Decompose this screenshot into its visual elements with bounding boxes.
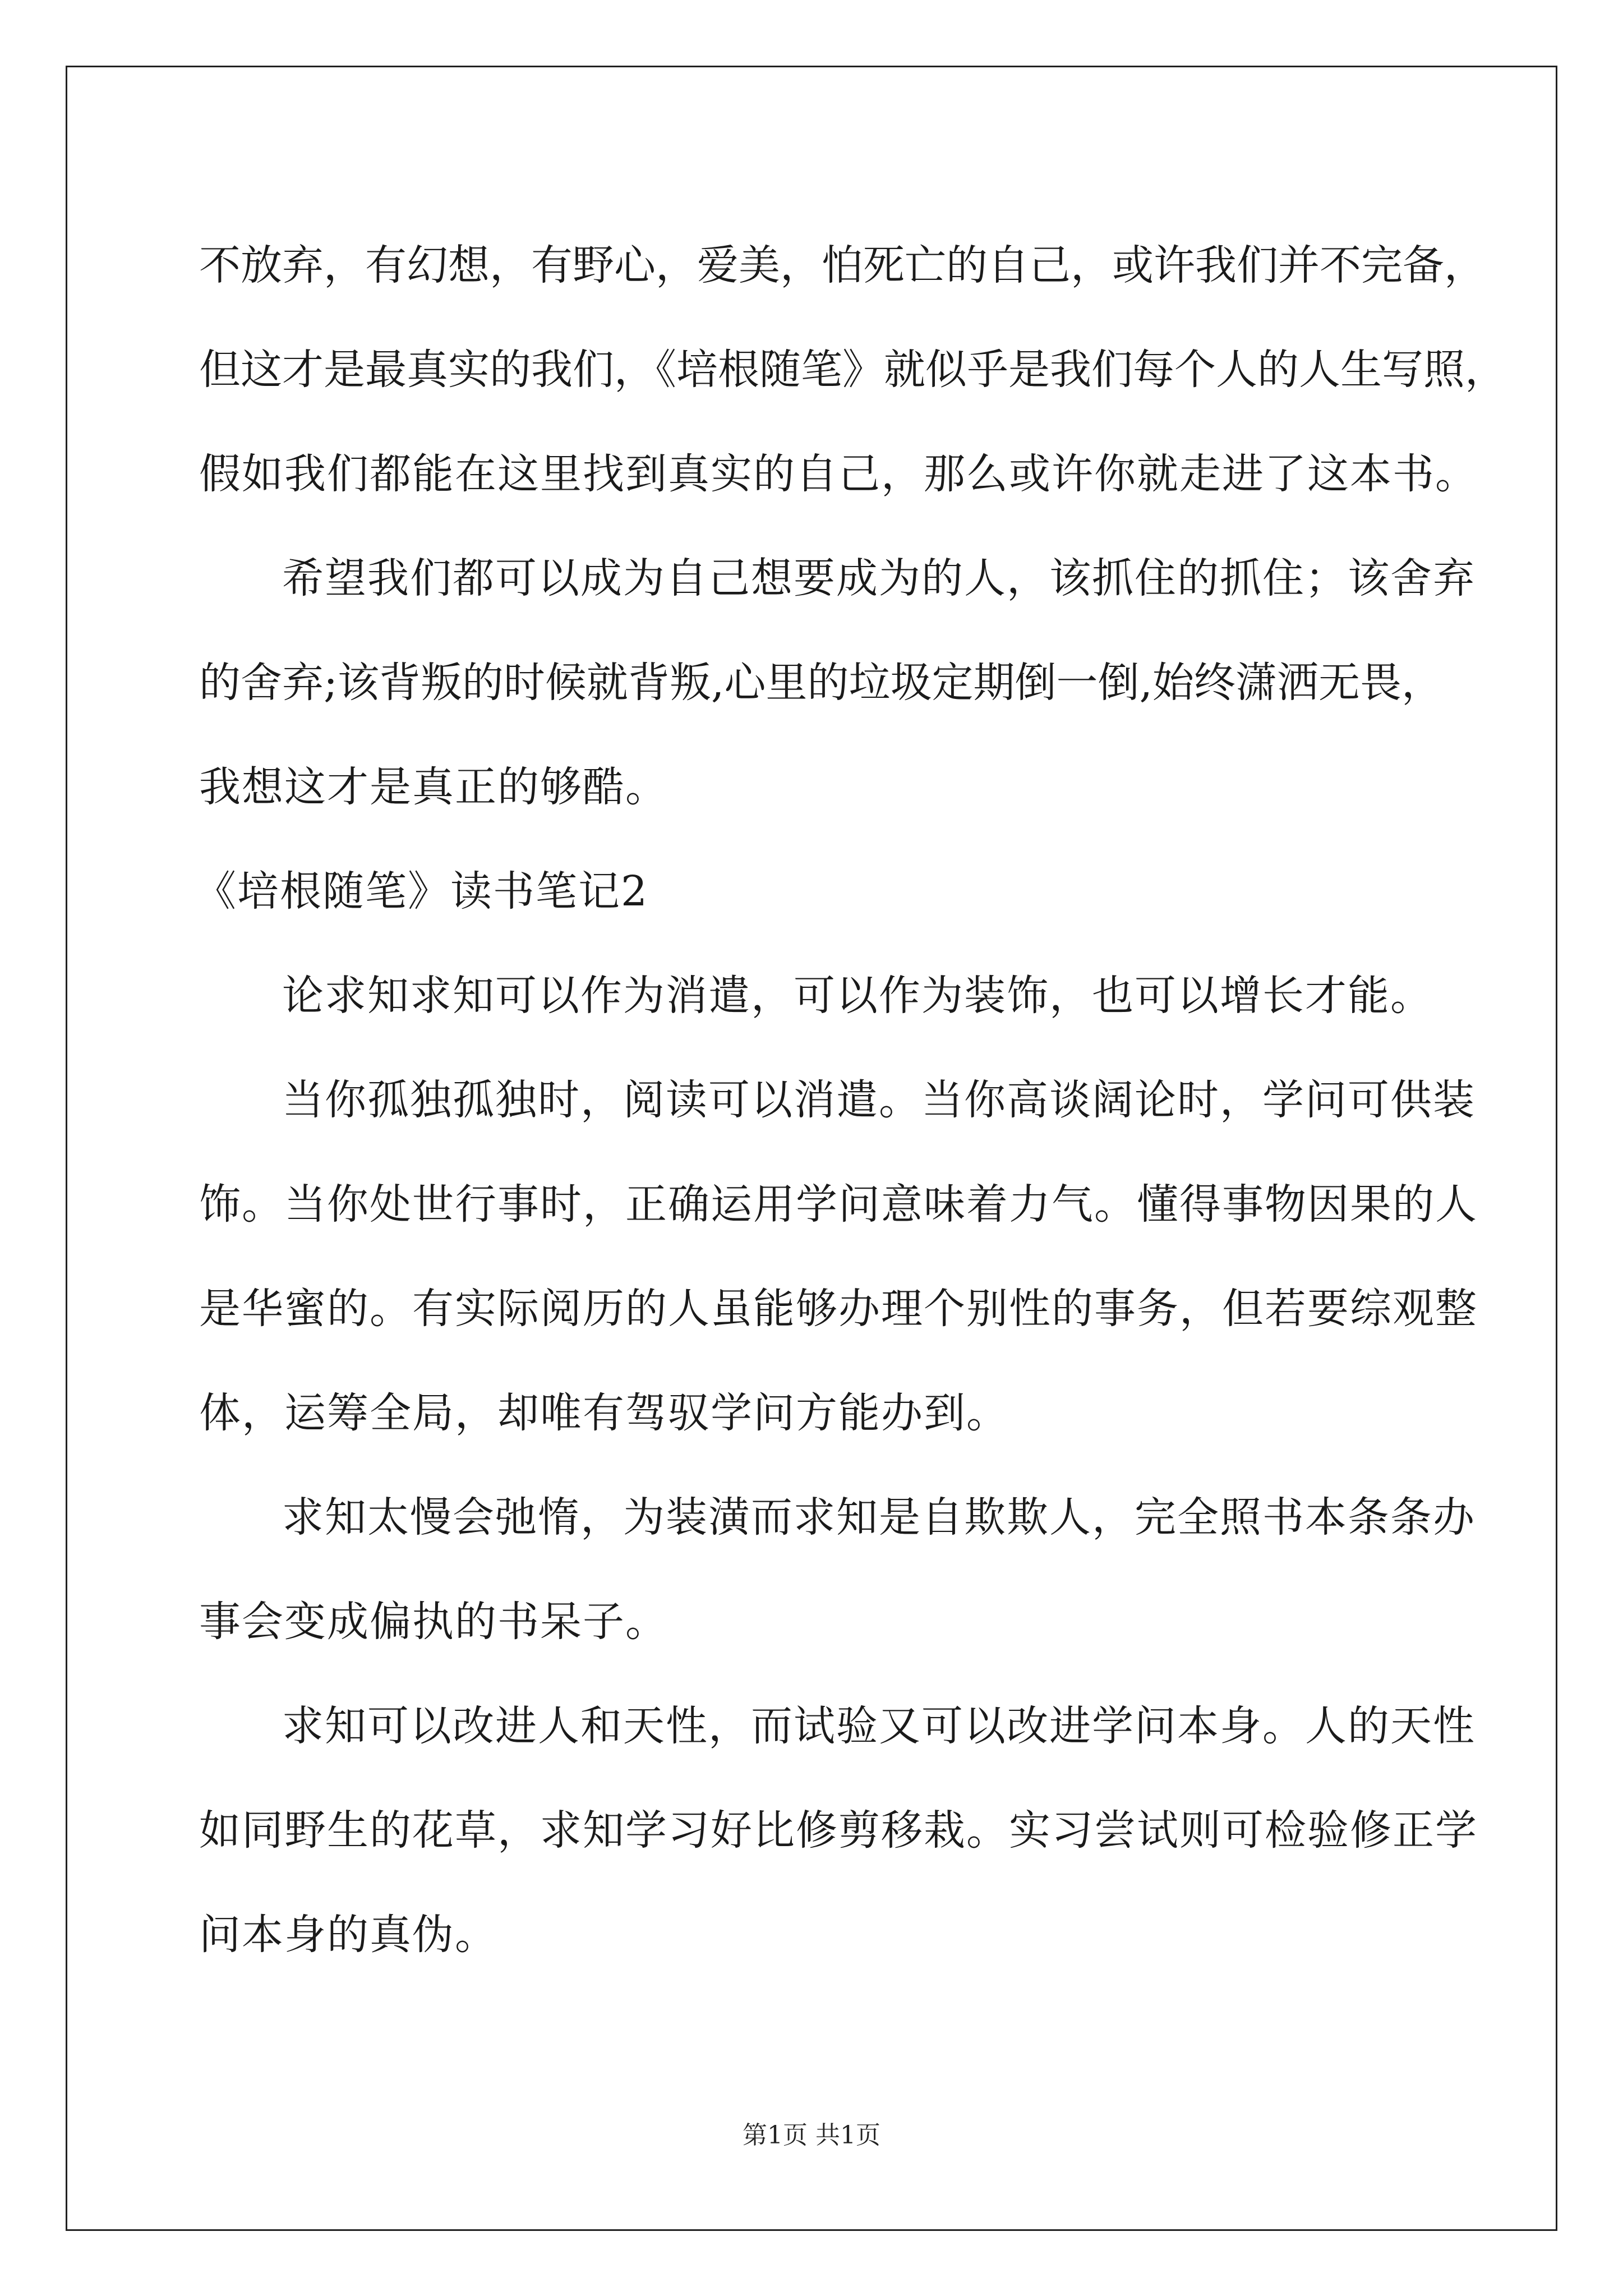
- text-line: 的舍弃;该背叛的时候就背叛,心里的垃圾定期倒一倒,始终潇洒无畏，: [199, 659, 1443, 707]
- text-line: 但这才是最真实的我们，《培根随笔》就似乎是我们每个人的人生写照，: [199, 346, 1506, 394]
- paragraph-start-line: 论求知求知可以作为消遣，可以作为装饰，也可以增长才能。: [282, 972, 1433, 1020]
- text-line: 问本身的真伪。: [199, 1911, 497, 1959]
- text-line: 饰。当你处世行事时，正确运用学问意味着力气。懂得事物因果的人: [199, 1180, 1478, 1228]
- paragraph-start-line: 当你孤独孤独时，阅读可以消遣。当你高谈阔论时，学问可供装: [282, 1076, 1476, 1124]
- section-heading: 《培根随笔》读书笔记2: [195, 867, 649, 915]
- text-line: 不放弃，有幻想，有野心，爱美，怕死亡的自己，或许我们并不完备，: [199, 241, 1486, 289]
- text-line: 事会变成偏执的书呆子。: [199, 1598, 668, 1646]
- text-line: 我想这才是真正的够酷。: [199, 763, 668, 811]
- text-line: 如同野生的花草，求知学习好比修剪移栽。实习尝试则可检验修正学: [199, 1806, 1478, 1855]
- paragraph-start-line: 希望我们都可以成为自己想要成为的人，该抓住的抓住；该舍弃: [282, 554, 1476, 602]
- page-footer: 第1页 共1页: [743, 2121, 880, 2150]
- document-body: [195, 213, 1506, 1987]
- paragraph-start-line: 求知太慢会弛惰，为装潢而求知是自欺欺人，完全照书本条条办: [282, 1493, 1476, 1542]
- text-line: 假如我们都能在这里找到真实的自己，那么或许你就走进了这本书。: [199, 450, 1478, 498]
- text-line: 是华蜜的。有实际阅历的人虽能够办理个别性的事务，但若要综观整: [199, 1285, 1478, 1333]
- text-line: 体，运筹全局，却唯有驾驭学问方能办到。: [199, 1389, 1009, 1437]
- paragraph-start-line: 求知可以改进人和天性，而试验又可以改进学问本身。人的天性: [282, 1702, 1476, 1750]
